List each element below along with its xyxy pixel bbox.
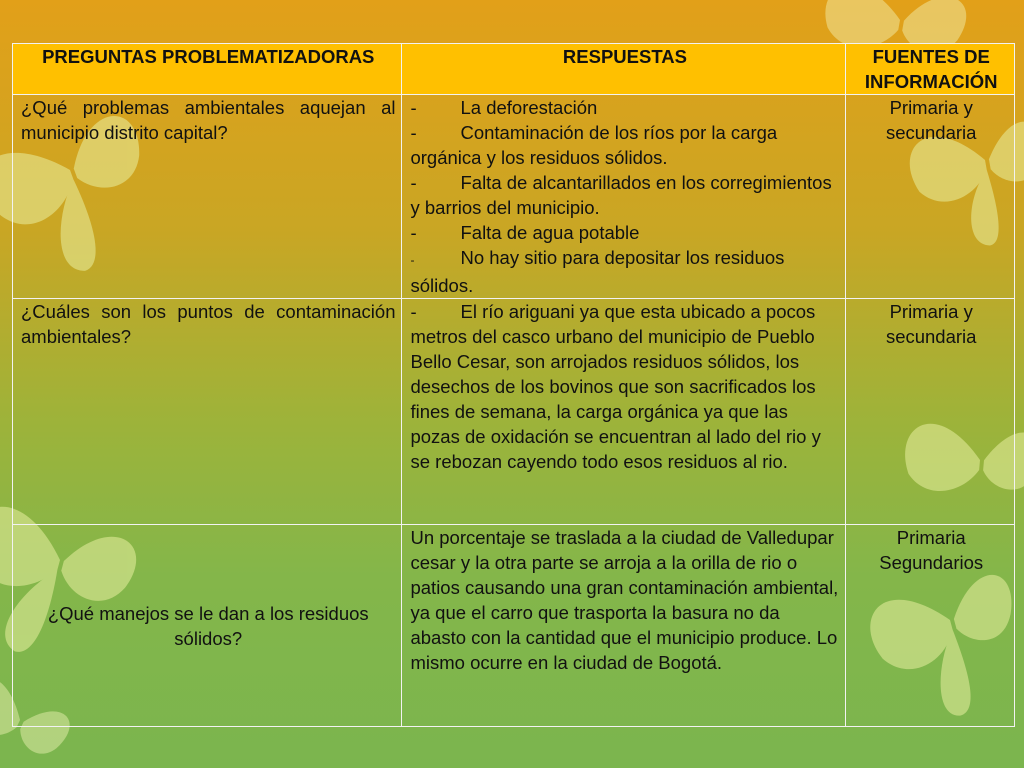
answer-item: - Falta de alcantarillados en los corregimientos y barrios del municipio. <box>410 172 832 218</box>
question-cell: ¿Qué manejos se le dan a los residuos sólidos? <box>13 525 402 727</box>
header-fuentes: FUENTES DE INFORMACIÓN <box>846 44 1015 95</box>
answer-item: - Contaminación de los ríos por la carga orgánica y los residuos sólidos. <box>410 122 778 168</box>
table-row <box>13 95 1015 299</box>
source-line: Segundarios <box>879 552 984 573</box>
answer-item: - Falta de agua potable <box>410 222 640 243</box>
table-row <box>13 299 1015 525</box>
source-line: Primaria <box>896 527 966 548</box>
table-row <box>13 525 1015 727</box>
answer-cell <box>402 299 846 525</box>
source-cell <box>846 525 1015 727</box>
question-cell: ¿Cuáles son los puntos de contaminación ambientales? <box>13 299 402 525</box>
table-header-row <box>13 44 1015 95</box>
answer-cell: Un porcentaje se traslada a la ciudad de Valledupar cesar y la otra parte se arroja a la orilla de rio o patios causando una gran contaminación ambiental, ya que el carro que trasporta la basura no da abasto con la cantidad que el municipio produce. Lo mismo ocurre en la ciudad de Bogotá. <box>402 525 846 727</box>
answer-cell <box>402 95 846 299</box>
answer-item: - No hay sitio para depositar los residuos sólidos. <box>410 247 785 296</box>
problems-table <box>12 43 1015 727</box>
question-cell: ¿Qué problemas ambientales aquejan al municipio distrito capital? <box>13 95 402 299</box>
answer-item: - El río ariguani ya que esta ubicado a pocos metros del casco urbano del municipio de Pueblo Bello Cesar, son arrojados residuos sólidos, los desechos de los bovinos que son sacrificados los fines de semana, la carga orgánica ya que las pozas de oxidación se encuentran al lado del rio y se rebozan cayendo todo esos residuos al rio. <box>410 301 821 472</box>
answer-item: - La deforestación <box>410 97 598 118</box>
source-cell: Primaria y secundaria <box>846 95 1015 299</box>
header-preguntas: PREGUNTAS PROBLEMATIZADORAS <box>13 44 402 95</box>
source-cell: Primaria y secundaria <box>846 299 1015 525</box>
header-respuestas: RESPUESTAS <box>402 44 846 95</box>
